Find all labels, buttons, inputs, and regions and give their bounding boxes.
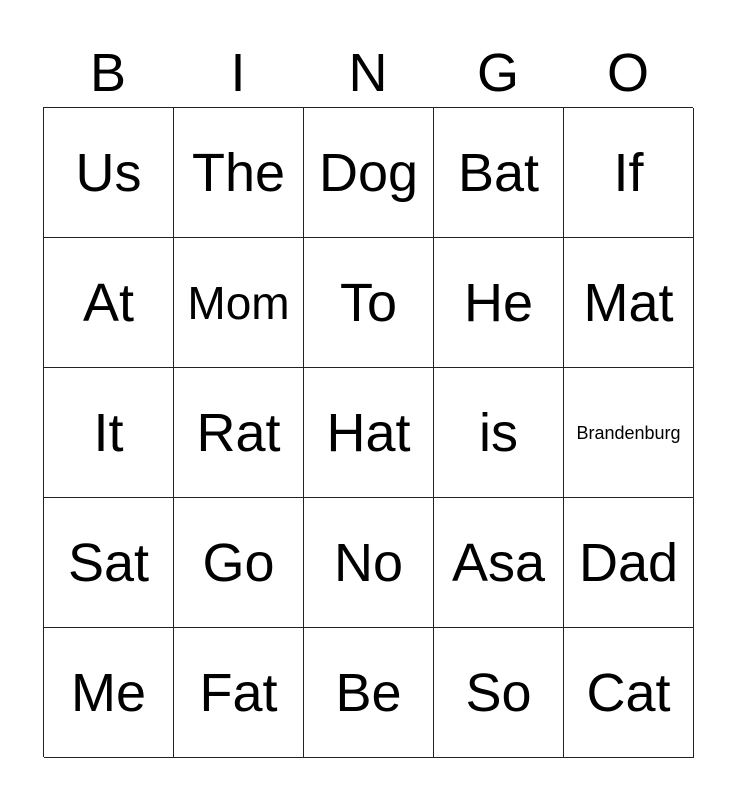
header-letter-i: I (230, 43, 246, 103)
bingo-header (43, 40, 693, 106)
bingo-cell[interactable]: is (434, 368, 564, 498)
bingo-cell[interactable]: Me (44, 628, 174, 758)
bingo-cell[interactable]: Cat (564, 628, 694, 758)
bingo-cell[interactable]: It (44, 368, 174, 498)
bingo-cell[interactable]: Be (304, 628, 434, 758)
bingo-cell[interactable]: If (564, 108, 694, 238)
header-letter-g: G (476, 43, 519, 103)
bingo-cell[interactable]: At (44, 238, 174, 368)
header-letter-b: B (89, 43, 127, 103)
bingo-cell[interactable]: Us (44, 108, 174, 238)
bingo-cell[interactable]: Brandenburg (564, 368, 694, 498)
bingo-cell[interactable]: Go (174, 498, 304, 628)
bingo-cell[interactable]: Mat (564, 238, 694, 368)
bingo-cell[interactable]: He (434, 238, 564, 368)
bingo-cell[interactable]: Hat (304, 368, 434, 498)
header-letter-o: O (606, 43, 649, 103)
bingo-cell[interactable]: To (304, 238, 434, 368)
bingo-cell[interactable]: Fat (174, 628, 304, 758)
bingo-cell[interactable]: Rat (174, 368, 304, 498)
bingo-cell[interactable]: No (304, 498, 434, 628)
bingo-card-grid (43, 107, 693, 757)
bingo-cell[interactable]: Asa (434, 498, 564, 628)
bingo-cell[interactable]: Mom (174, 238, 304, 368)
bingo-cell[interactable]: Sat (44, 498, 174, 628)
bingo-cell[interactable]: Dad (564, 498, 694, 628)
bingo-cell[interactable]: Dog (304, 108, 434, 238)
bingo-cell[interactable]: So (434, 628, 564, 758)
bingo-cell[interactable]: The (174, 108, 304, 238)
header-letter-n: N (348, 43, 388, 103)
bingo-cell[interactable]: Bat (434, 108, 564, 238)
